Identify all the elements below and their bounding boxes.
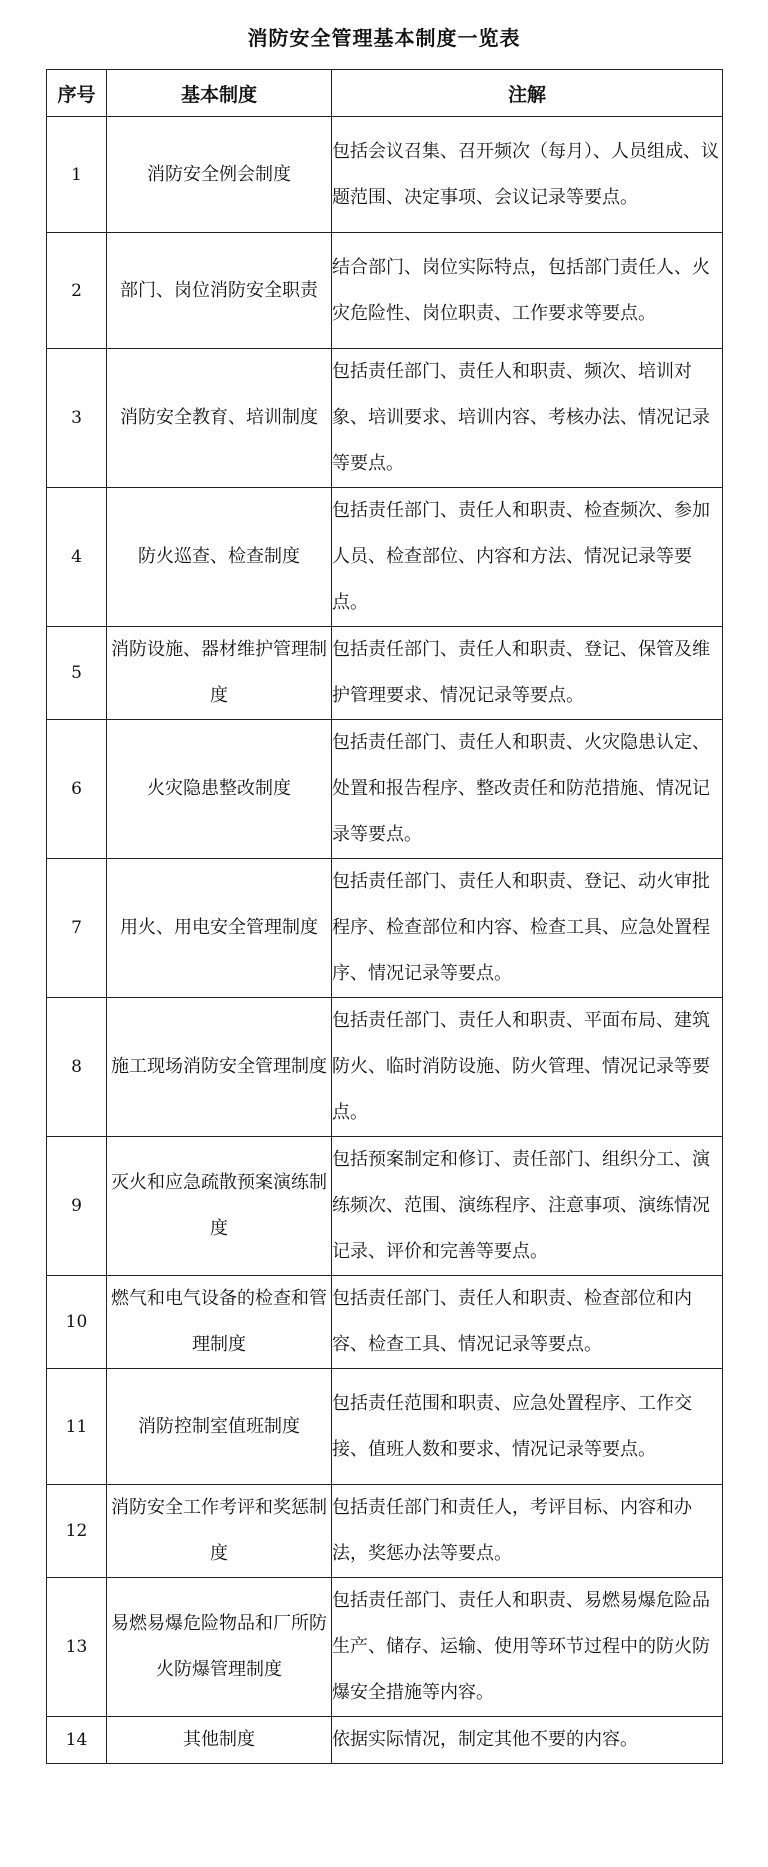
table-row xyxy=(47,1578,723,1717)
table-row xyxy=(47,1276,723,1369)
table-row xyxy=(47,1137,723,1276)
row-system: 部门、岗位消防安全职责 xyxy=(107,233,332,349)
row-no: 9 xyxy=(47,1137,107,1276)
table-row xyxy=(47,1369,723,1485)
row-no: 7 xyxy=(47,859,107,998)
row-note: 包括会议召集、召开频次（每月）、人员组成、议题范围、决定事项、会议记录等要点。 xyxy=(332,117,723,233)
row-note: 依据实际情况，制定其他不要的内容。 xyxy=(332,1717,723,1764)
table-row xyxy=(47,859,723,998)
row-note: 包括责任范围和职责、应急处置程序、工作交接、值班人数和要求、情况记录等要点。 xyxy=(332,1369,723,1485)
table-row xyxy=(47,488,723,627)
table-row xyxy=(47,117,723,233)
row-no: 6 xyxy=(47,720,107,859)
rules-table xyxy=(46,69,723,1764)
row-no: 5 xyxy=(47,627,107,720)
row-no: 14 xyxy=(47,1717,107,1764)
row-no: 8 xyxy=(47,998,107,1137)
row-system: 其他制度 xyxy=(107,1717,332,1764)
row-system: 易燃易爆危险物品和厂所防火防爆管理制度 xyxy=(107,1578,332,1717)
row-no: 12 xyxy=(47,1485,107,1578)
row-system: 消防控制室值班制度 xyxy=(107,1369,332,1485)
header-no: 序号 xyxy=(47,70,107,117)
row-note: 包括责任部门、责任人和职责、易燃易爆危险品生产、储存、运输、使用等环节过程中的防火防爆安全措施等内容。 xyxy=(332,1578,723,1717)
row-note: 包括责任部门、责任人和职责、登记、动火审批程序、检查部位和内容、检查工具、应急处置程序、情况记录等要点。 xyxy=(332,859,723,998)
row-no: 2 xyxy=(47,233,107,349)
row-note: 包括责任部门、责任人和职责、检查部位和内容、检查工具、情况记录等要点。 xyxy=(332,1276,723,1369)
row-system: 灭火和应急疏散预案演练制度 xyxy=(107,1137,332,1276)
row-note: 包括责任部门和责任人，考评目标、内容和办法，奖惩办法等要点。 xyxy=(332,1485,723,1578)
row-system: 防火巡查、检查制度 xyxy=(107,488,332,627)
table-row xyxy=(47,627,723,720)
row-no: 3 xyxy=(47,349,107,488)
row-no: 4 xyxy=(47,488,107,627)
row-note: 结合部门、岗位实际特点，包括部门责任人、火灾危险性、岗位职责、工作要求等要点。 xyxy=(332,233,723,349)
row-system: 施工现场消防安全管理制度 xyxy=(107,998,332,1137)
row-note: 包括责任部门、责任人和职责、火灾隐患认定、处置和报告程序、整改责任和防范措施、情况记录等要点。 xyxy=(332,720,723,859)
table-row xyxy=(47,998,723,1137)
row-note: 包括责任部门、责任人和职责、检查频次、参加人员、检查部位、内容和方法、情况记录等要点。 xyxy=(332,488,723,627)
table-row xyxy=(47,1717,723,1764)
row-no: 10 xyxy=(47,1276,107,1369)
row-note: 包括责任部门、责任人和职责、频次、培训对象、培训要求、培训内容、考核办法、情况记录等要点。 xyxy=(332,349,723,488)
row-system: 消防安全工作考评和奖惩制度 xyxy=(107,1485,332,1578)
table-row xyxy=(47,720,723,859)
header-system: 基本制度 xyxy=(107,70,332,117)
table-row xyxy=(47,349,723,488)
row-system: 用火、用电安全管理制度 xyxy=(107,859,332,998)
row-system: 燃气和电气设备的检查和管理制度 xyxy=(107,1276,332,1369)
row-system: 火灾隐患整改制度 xyxy=(107,720,332,859)
row-no: 13 xyxy=(47,1578,107,1717)
header-note: 注解 xyxy=(332,70,723,117)
row-system: 消防安全例会制度 xyxy=(107,117,332,233)
row-system: 消防安全教育、培训制度 xyxy=(107,349,332,488)
row-no: 11 xyxy=(47,1369,107,1485)
table-row xyxy=(47,1485,723,1578)
row-note: 包括责任部门、责任人和职责、平面布局、建筑防火、临时消防设施、防火管理、情况记录等要点。 xyxy=(332,998,723,1137)
row-note: 包括预案制定和修订、责任部门、组织分工、演练频次、范围、演练程序、注意事项、演练情况记录、评价和完善等要点。 xyxy=(332,1137,723,1276)
table-header-row xyxy=(47,70,723,117)
table-row xyxy=(47,233,723,349)
document-title: 消防安全管理基本制度一览表 xyxy=(247,26,521,50)
row-system: 消防设施、器材维护管理制度 xyxy=(107,627,332,720)
row-no: 1 xyxy=(47,117,107,233)
row-note: 包括责任部门、责任人和职责、登记、保管及维护管理要求、情况记录等要点。 xyxy=(332,627,723,720)
